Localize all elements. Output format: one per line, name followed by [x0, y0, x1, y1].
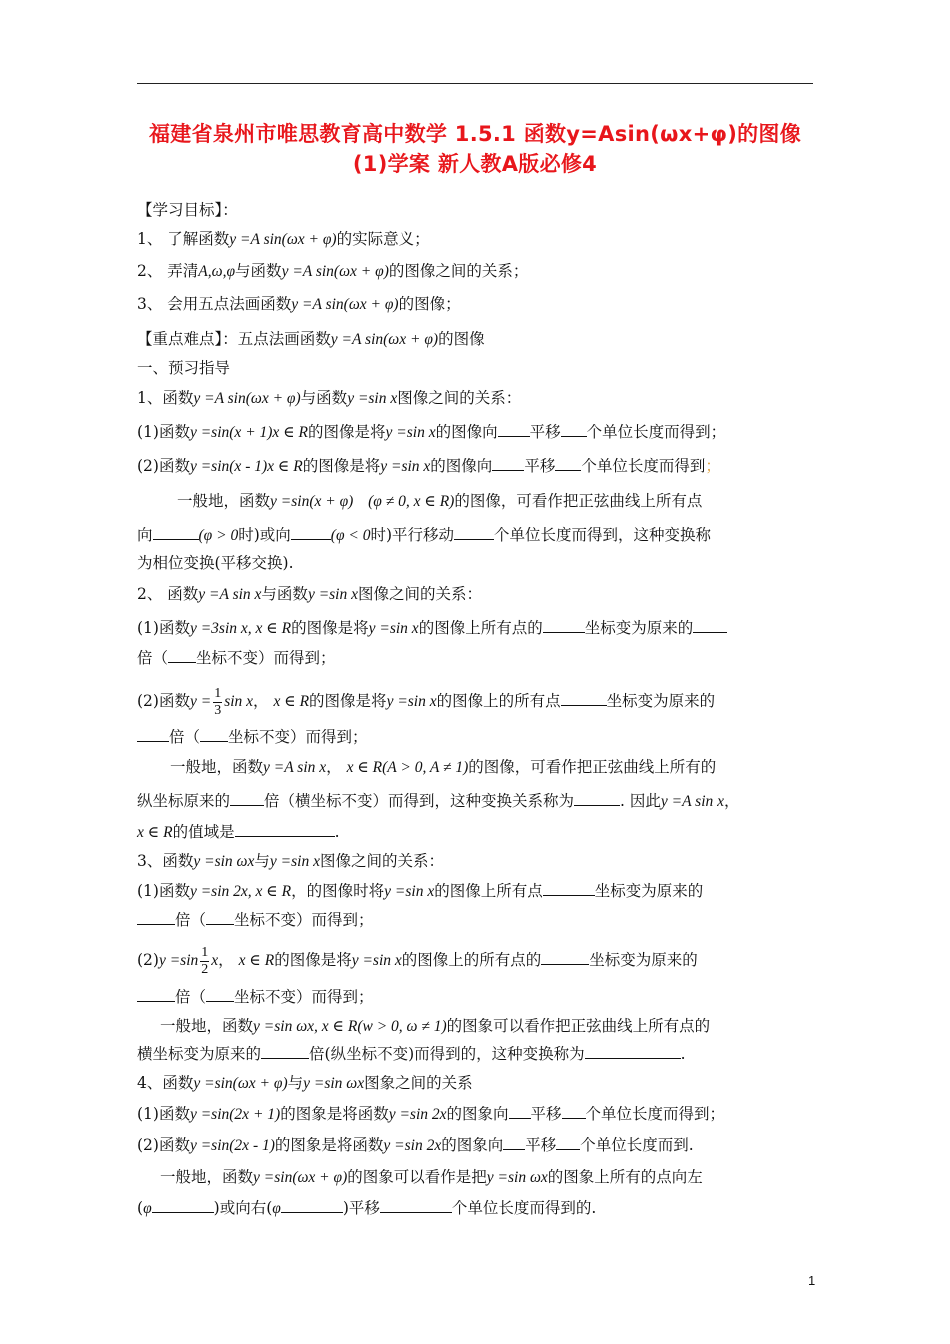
section-preview-guide: 一、预习指导 [137, 359, 231, 377]
general-amplitude-3: x ∈ R的值域是 . [137, 823, 340, 841]
general-shift-2: 向 (φ > 0时)或向 (φ < 0时)平行移动 个单位长度而得到，这种变换称 [137, 526, 712, 544]
fill-blank [153, 525, 199, 540]
question-1-part-1: (1)函数y =sin(x + 1)x ∈ R的图像是将y =sin x的图像向 平移 个单位长度而得到； [137, 423, 727, 441]
fill-blank [291, 525, 331, 540]
fill-blank [574, 791, 620, 806]
question-3-part-2-cont: 倍（ 坐标不变）而得到； [137, 987, 374, 1007]
fill-blank [541, 950, 589, 965]
general-period-1: 一般地，函数y =sin ωx, x ∈ R(w > 0, ω ≠ 1)的图象可以看作把正弦曲线上所有点的 [160, 1017, 711, 1035]
question-3-part-2: (2)y =sin $\frac{1}{2}$ x， x ∈ R的图像是将y =sin x的图像上的所有点的 坐标变为原来的 [137, 944, 698, 977]
fraction-one-third: $\frac{1}{3}$ [214, 685, 222, 718]
question-2: 2、 函数y =A sin x与函数y =sin x图像之间的关系： [137, 585, 483, 603]
goal-heading: 【学习目标】： [137, 201, 238, 219]
question-2-part-2-cont: 倍（ 坐标不变）而得到； [137, 727, 368, 747]
fill-blank [206, 910, 234, 925]
general-amplitude-1: 一般地，函数y =A sin x， x ∈ R(A > 0, A ≠ 1)的图像，可看作把正弦曲线上所有的 [170, 758, 717, 776]
fill-blank [556, 1135, 580, 1150]
fill-blank [137, 727, 169, 742]
fill-blank [585, 1044, 681, 1059]
question-2-part-1-cont: 倍（ 坐标不变）而得到； [137, 649, 336, 667]
fill-blank [562, 1104, 586, 1119]
fraction-one-half: $\frac{1}{2}$ [201, 944, 209, 977]
question-1-part-2: (2)函数y =sin(x - 1)x ∈ R的图像是将y =sin x的图像向 平移 个单位长度而得到； [137, 457, 721, 475]
question-1: 1、函数y =A sin(ωx + φ)与函数y =sin x图像之间的关系： [137, 389, 522, 407]
question-4-part-1: (1)函数y =sin(2x + 1)的图象是将函数y =sin 2x的图象向 平移 个单位长度而得到； [137, 1105, 726, 1123]
fill-blank [543, 881, 595, 896]
question-3-part-1: (1)函数y =sin 2x, x ∈ R，的图像时将y =sin x的图像上所有点 坐标变为原来的 [137, 882, 704, 900]
fill-blank [509, 1104, 531, 1119]
fill-blank [561, 422, 587, 437]
question-4: 4、函数y =sin(ωx + φ)与y =sin ωx图象之间的关系 [137, 1074, 473, 1092]
question-4-part-2: (2)函数y =sin(2x - 1)的图象是将函数y =sin 2x的图象向 平移 个单位长度而到. [137, 1136, 694, 1154]
question-2-part-1: (1)函数y =3sin x, x ∈ R的图像是将y =sin x的图像上所有点的 坐标变为原来的 [137, 618, 727, 639]
fill-blank [137, 910, 175, 925]
general-amplitude-2: 纵坐标原来的 倍（横坐标不变）而得到，这种变换关系称为 . 因此y =A sin x， [137, 792, 740, 810]
fill-blank [281, 1198, 343, 1213]
question-3-part-1-cont: 倍（ 坐标不变）而得到； [137, 910, 374, 930]
key-points: 【重点难点】：五点法画函数y =A sin(ωx + φ)的图像 [137, 330, 485, 348]
fill-blank [380, 1198, 452, 1213]
fill-blank [555, 456, 581, 471]
fill-blank [492, 456, 524, 471]
fill-blank [561, 691, 607, 706]
fill-blank [454, 525, 494, 540]
fill-blank [693, 618, 727, 633]
fill-blank [137, 987, 175, 1002]
general-phase-1: 一般地，函数y =sin(ωx + φ)的图象可以看作是把y =sin ωx的图象上所有的点向左 [160, 1168, 703, 1186]
fill-blank [152, 1198, 214, 1213]
top-rule [137, 83, 813, 84]
fill-blank [543, 618, 585, 633]
fill-blank [503, 1135, 525, 1150]
question-3: 3、函数y =sin ωx与y =sin x图像之间的关系： [137, 852, 444, 870]
general-shift-3: 为相位变换(平移交换). [137, 554, 294, 572]
general-period-2: 横坐标变为原来的 倍(纵坐标不变)而得到的，这种变换称为 . [137, 1045, 686, 1063]
fill-blank [200, 727, 228, 742]
goal-2: 2、 弄清A,ω,φ与函数y =A sin(ωx + φ)的图像之间的关系； [137, 262, 529, 280]
doc-title-line1: 福建省泉州市唯思教育高中数学 1.5.1 函数y=Asin(ωx+φ)的图像 [148, 122, 801, 146]
general-phase-2: (φ )或向右(φ )平移 个单位长度而得到的. [137, 1199, 597, 1217]
fill-blank [168, 648, 196, 663]
general-shift-1: 一般地，函数y =sin(x + φ) (φ ≠ 0, x ∈ R)的图像，可看作把正弦曲线上所有点 [177, 492, 703, 510]
goal-3: 3、 会用五点法画函数y =A sin(ωx + φ)的图像； [137, 295, 461, 313]
page-number: 1 [808, 1273, 816, 1288]
fill-blank [261, 1044, 309, 1059]
fill-blank [235, 822, 335, 837]
fill-blank [498, 422, 530, 437]
doc-title-line2: (1)学案 新人教A版必修4 [352, 152, 598, 176]
fill-blank [206, 987, 234, 1002]
fill-blank [230, 791, 264, 806]
goal-1: 1、 了解函数y =A sin(ωx + φ)的实际意义； [137, 230, 430, 248]
question-2-part-2: (2)函数y = $\frac{1}{3}$ sin x， x ∈ R的图像是将y =sin x的图像上的所有点 坐标变为原来的 [137, 685, 716, 718]
